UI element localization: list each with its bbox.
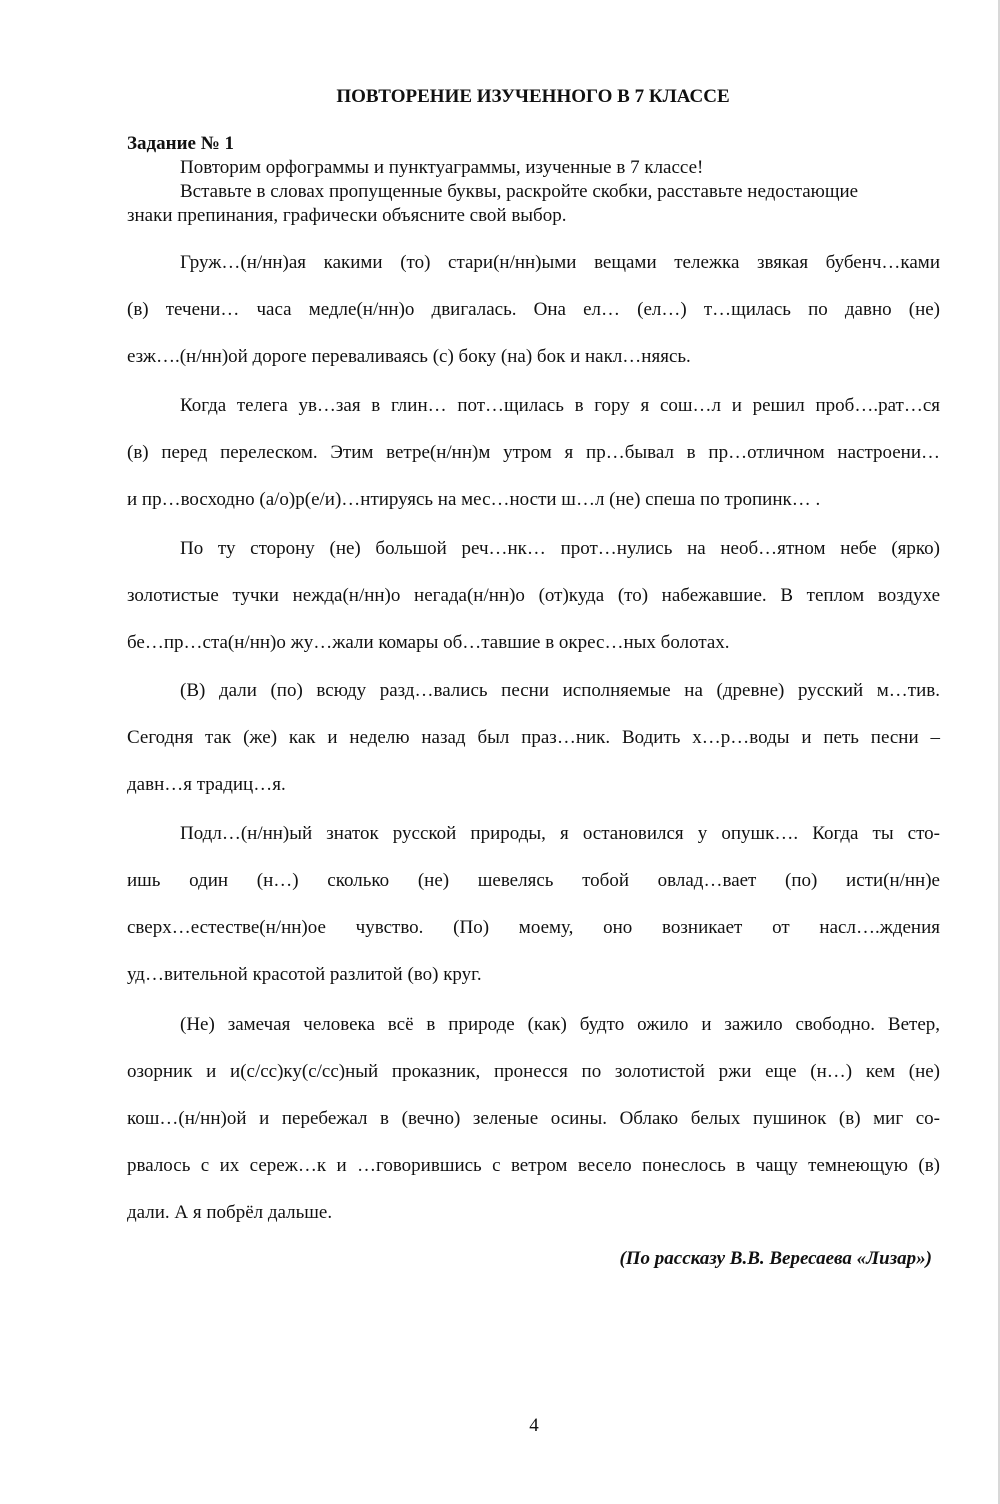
text-line: рвалось с их сереж…к и …говорившись с ветром весело понеслось в чащу темнеющую (в) [127, 1155, 940, 1176]
exercise-paragraph [127, 1012, 940, 1247]
text-line: ишь один (н…) сколько (не) шевелясь тобой овлад…вает (по) исти(н/нн)е [127, 870, 940, 891]
text-line: (В) дали (по) всюду разд…вались песни исполняемые на (древне) русский м…тив. [180, 680, 940, 701]
instruction-text: Повторим орфограммы и пунктуаграммы, изученные в 7 классе! [180, 157, 704, 178]
exercise-paragraph [127, 250, 940, 391]
exercise-paragraph [127, 678, 940, 819]
text-line: (Не) замечая человека всё в природе (как) будто ожило и зажило свободно. Ветер, [180, 1014, 940, 1035]
exercise-paragraph [127, 393, 940, 534]
text-line: дали. А я побрёл дальше. [127, 1202, 333, 1223]
exercise-paragraph [127, 821, 940, 1009]
text-line: (в) перед перелеском. Этим ветре(н/нн)м утром я пр…бывал в пр…отличном настроени… [127, 442, 940, 463]
instruction-text: Вставьте в словах пропущенные буквы, раскройте скобки, расставьте недостающие [180, 181, 859, 202]
text-line: уд…вительной красотой разлитой (во) круг. [127, 964, 482, 985]
page-title: ПОВТОРЕНИЕ ИЗУЧЕННОГО В 7 КЛАССЕ [336, 86, 730, 107]
page-number: 4 [529, 1415, 539, 1436]
text-line: кош…(н/нн)ой и перебежал в (вечно) зеленые осины. Облако белых пушинок (в) миг со- [127, 1108, 940, 1129]
instruction-line [127, 180, 940, 204]
text-line: (в) течени… часа медле(н/нн)о двигалась. Она ел… (ел…) т…щилась по давно (не) [127, 299, 940, 320]
text-line: Сегодня так (же) как и неделю назад был праз…ник. Водить х…р…воды и петь песни – [127, 727, 940, 748]
text-line: и пр…восходно (а/о)р(е/и)…нтируясь на мес…ности ш…л (не) спеша по тропинк… . [127, 489, 821, 510]
text-line: Груж…(н/нн)ая какими (то) стари(н/нн)ыми вещами тележка звякая бубенч…ками [180, 252, 940, 273]
text-line: Когда телега ув…зая в глин… пот…щилась в гору я сош…л и решил проб….рат…ся [180, 395, 940, 416]
text-line: сверх…естестве(н/нн)ое чувство. (По) моему, оно возникает от насл….ждения [127, 917, 940, 938]
instruction-line [127, 156, 940, 180]
instruction-line [127, 204, 940, 228]
source-citation: (По рассказу В.В. Вересаева «Лизар») [619, 1248, 932, 1269]
instruction-text: знаки препинания, графически объясните свой выбор. [127, 205, 567, 226]
task-header: Задание № 1 [127, 133, 235, 154]
text-line: По ту сторону (не) большой реч…нк… прот…нулись на необ…ятном небе (ярко) [180, 538, 940, 559]
exercise-paragraph [127, 536, 940, 677]
text-line: давн…я традиц…я. [127, 774, 286, 795]
text-line: Подл…(н/нн)ый знаток русской природы, я остановился у опушк…. Когда ты сто- [180, 823, 940, 844]
text-line: езж….(н/нн)ой дороге переваливаясь (с) боку (на) бок и накл…няясь. [127, 346, 691, 367]
text-line: золотистые тучки нежда(н/нн)о негада(н/нн)о (от)куда (то) набежавшие. В теплом воздухе [127, 585, 940, 606]
text-line: озорник и и(с/сс)ку(с/сс)ный проказник, пронесся по золотистой ржи еще (н…) кем (не) [127, 1061, 940, 1082]
text-line: бе…пр…ста(н/нн)о жу…жали комары об…тавшие в окрес…ных болотах. [127, 632, 730, 653]
